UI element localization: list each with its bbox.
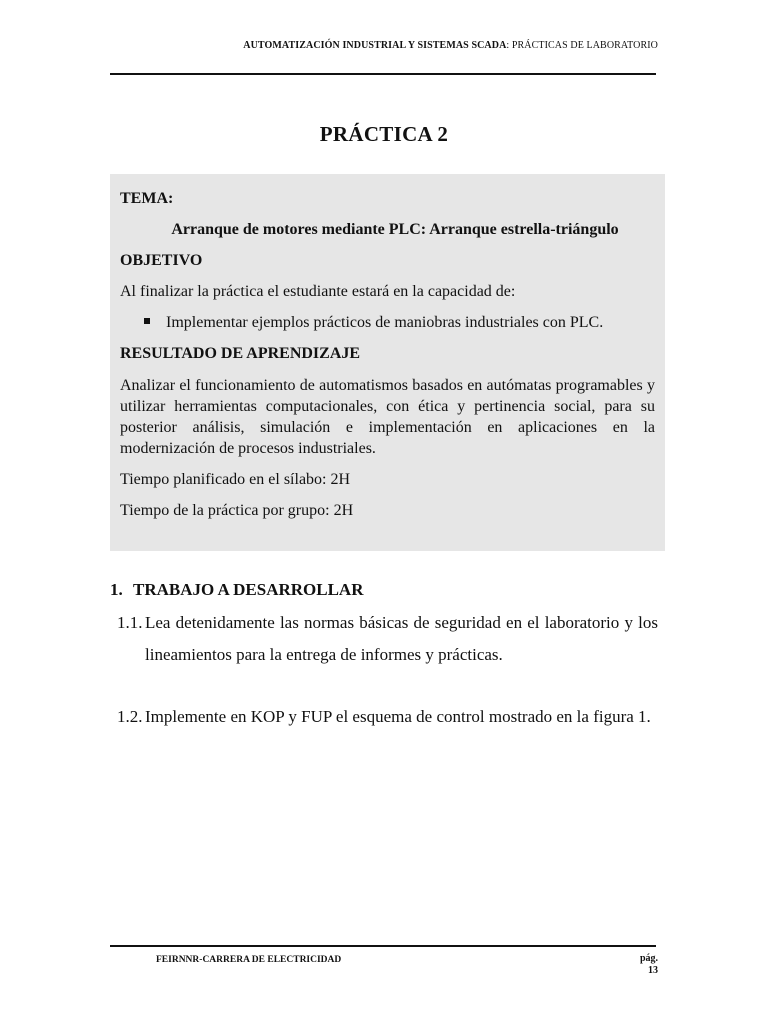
practice-title: PRÁCTICA 2 bbox=[319, 122, 449, 146]
tiempo-silabo: Tiempo planificado en el sílabo: 2H bbox=[120, 471, 351, 488]
info-box bbox=[110, 174, 665, 551]
objetivo-bullet bbox=[120, 313, 655, 333]
objetivo-heading: OBJETIVO bbox=[120, 252, 203, 269]
tiempo-grupo: Tiempo de la práctica por grupo: 2H bbox=[120, 502, 354, 519]
objetivo-bullet-text: Implementar ejemplos prácticos de maniobras industriales con PLC. bbox=[166, 314, 604, 331]
page-number: 13 bbox=[648, 965, 658, 976]
list-item-text: Lea detenidamente las normas básicas de seguridad en el laboratorio y los lineamientos para la entrega de informes y prácticas. bbox=[145, 613, 658, 664]
page-label: pág. bbox=[639, 953, 658, 964]
footer-rule bbox=[110, 945, 656, 947]
section-number: 1. bbox=[110, 580, 123, 599]
header-rule bbox=[110, 73, 656, 75]
list-item-number: 1.2. bbox=[117, 707, 143, 726]
list-item bbox=[117, 701, 658, 733]
section-title: TRABAJO A DESARROLLAR bbox=[133, 580, 364, 599]
header-title-rest: : PRÁCTICAS DE LABORATORIO bbox=[506, 40, 658, 51]
page-number-block bbox=[640, 953, 658, 977]
resultado-text: Analizar el funcionamiento de automatismos basados en autómatas programables y utilizar herramientas computacionales, con ética y pertinencia social, para su posterior análisis, simulación e implementación en aplicaciones en la modernización de procesos industriales. bbox=[120, 377, 655, 457]
header-title-bold: AUTOMATIZACIÓN INDUSTRIAL Y SISTEMAS SCADA bbox=[243, 40, 507, 51]
square-bullet-icon bbox=[144, 318, 150, 324]
list-item bbox=[117, 607, 658, 671]
section-heading bbox=[110, 580, 364, 600]
list-item-number: 1.1. bbox=[117, 613, 143, 632]
page-header bbox=[243, 40, 658, 51]
tema-heading: TEMA: bbox=[120, 190, 174, 207]
resultado-heading: RESULTADO DE APRENDIZAJE bbox=[120, 345, 361, 362]
objetivo-intro: Al finalizar la práctica el estudiante estará en la capacidad de: bbox=[120, 283, 516, 300]
tema-text: Arranque de motores mediante PLC: Arranque estrella-triángulo bbox=[171, 221, 619, 238]
list-item-text: Implemente en KOP y FUP el esquema de control mostrado en la figura 1. bbox=[145, 707, 651, 726]
footer-institution: FEIRNNR-CARRERA DE ELECTRICIDAD bbox=[156, 955, 342, 965]
